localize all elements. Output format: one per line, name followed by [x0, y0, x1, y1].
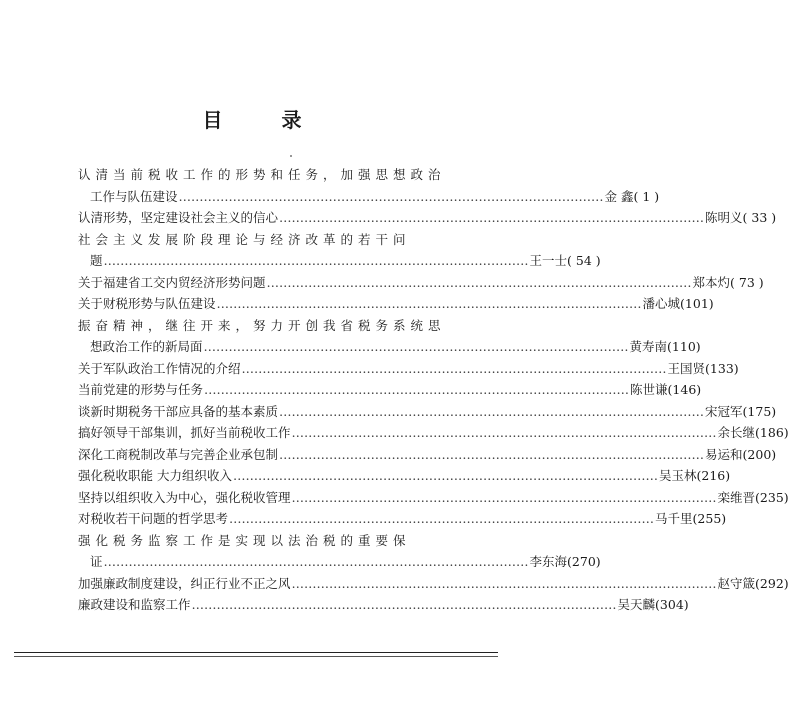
entry-title: 工作与队伍建设: [90, 188, 178, 204]
dot-leader: …………………………………………………………………………………………: [204, 382, 630, 397]
toc-line: [78, 229, 434, 251]
entry-title: 认清当前税收工作的形势和任务，加强思想政治: [78, 167, 446, 182]
entry-title: 证: [90, 554, 103, 569]
dot-leader: …………………………………………………………………………………………: [232, 468, 658, 483]
entry-page-number: (255): [692, 511, 727, 526]
entry-author: 王一士: [529, 253, 568, 268]
entry-title: 深化工商税制改革与完善企业承包制: [78, 446, 279, 462]
dot-leader: …………………………………………………………………………………………: [103, 253, 529, 268]
entry-title: 对税收若干问题的哲学思考: [78, 511, 229, 526]
entry-title: 关于财税形势与队伍建设: [78, 296, 216, 311]
entry-page-number: ( 33 ): [742, 210, 777, 225]
toc-line: [78, 487, 789, 509]
dot-leader: …………………………………………………………………………………………: [279, 210, 705, 225]
toc-line: [78, 315, 446, 337]
speck: [290, 155, 292, 157]
toc-line: [78, 530, 434, 552]
entry-author: 李东海: [529, 554, 568, 569]
entry-page-number: (175): [742, 403, 777, 419]
entry-title: 社会主义发展阶段理论与经济改革的若干问: [78, 231, 411, 247]
toc-line: [78, 336, 701, 358]
entry-title: 谈新时期税务干部应具备的基本素质: [78, 403, 279, 419]
dot-leader: …………………………………………………………………………………………: [203, 339, 629, 354]
dot-leader: …………………………………………………………………………………………: [103, 554, 529, 569]
entry-title: 关于军队政治工作情况的介绍: [78, 360, 241, 376]
toc-line: [78, 293, 714, 315]
entry-title: 想政治工作的新局面: [90, 339, 203, 354]
entry-title: 题: [90, 253, 103, 268]
entry-title: 加强廉政制度建设，纠正行业不正之风: [78, 575, 291, 591]
toc-line: [78, 207, 777, 229]
toc-line: [78, 250, 601, 272]
entry-author: 栾维晋: [717, 489, 756, 505]
entry-author: 赵守箴: [717, 575, 756, 591]
dot-leader: …………………………………………………………………………………………: [216, 296, 642, 311]
entry-title: 搞好领导干部集训，抓好当前税收工作: [78, 425, 291, 440]
entry-title: 认清形势，坚定建设社会主义的信心: [78, 210, 279, 225]
entry-title: 关于福建省工交内贸经济形势问题: [78, 274, 266, 290]
bottom-rule-thin: [14, 656, 498, 657]
entry-author: 马千里: [655, 511, 693, 526]
entry-page-number: (200): [742, 446, 777, 462]
entry-page-number: (101): [680, 296, 714, 311]
entry-author: 金 鑫: [604, 188, 634, 204]
dot-leader: …………………………………………………………………………………………: [291, 425, 717, 440]
table-of-contents: [78, 164, 789, 616]
entry-page-number: ( 54 ): [567, 253, 601, 268]
dot-leader: …………………………………………………………………………………………: [279, 446, 705, 462]
toc-line: [78, 508, 727, 530]
dot-leader: …………………………………………………………………………………………: [291, 489, 717, 505]
entry-title: 当前党建的形势与任务: [78, 382, 204, 397]
entry-page-number: (186): [755, 425, 789, 440]
dot-leader: …………………………………………………………………………………………: [291, 575, 717, 591]
dot-leader: …………………………………………………………………………………………: [279, 403, 705, 419]
entry-author: 易运和: [705, 446, 743, 462]
dot-leader: …………………………………………………………………………………………: [191, 597, 617, 612]
dot-leader: …………………………………………………………………………………………: [266, 274, 692, 290]
entry-page-number: (270): [567, 554, 601, 569]
entry-page-number: (216): [696, 468, 731, 483]
entry-page-number: (292): [755, 575, 789, 591]
toc-line: [78, 186, 660, 208]
toc-line: [78, 422, 789, 444]
entry-author: 吴天麟: [617, 597, 656, 612]
entry-page-number: (235): [755, 489, 789, 505]
entry-page-number: ( 1 ): [633, 188, 660, 204]
toc-line: [78, 401, 777, 423]
entry-author: 潘心城: [642, 296, 681, 311]
toc-line: [78, 272, 764, 294]
entry-title: 坚持以组织收入为中心，强化税收管理: [78, 489, 291, 505]
entry-author: 陈世谦: [630, 382, 668, 397]
entry-author: 余长继: [717, 425, 756, 440]
entry-title: 廉政建设和监察工作: [78, 597, 191, 612]
toc-line: [78, 465, 731, 487]
entry-author: 王国贤: [667, 360, 706, 376]
entry-page-number: (133): [705, 360, 739, 376]
toc-line: [78, 164, 446, 186]
bottom-rule: [14, 652, 498, 653]
toc-line: [78, 551, 601, 573]
toc-line: [78, 594, 689, 616]
dot-leader: …………………………………………………………………………………………: [241, 360, 667, 376]
entry-page-number: (304): [655, 597, 689, 612]
entry-title: 振奋精神，继往开来，努力开创我省税务系统思: [78, 317, 446, 333]
entry-author: 郑本灼: [692, 274, 731, 290]
entry-author: 黄寿南: [629, 339, 668, 354]
page-title: 目 录: [202, 108, 328, 132]
entry-author: 吴玉林: [658, 468, 697, 483]
toc-line: [78, 379, 702, 401]
entry-title: 强化税务监察工作是实现以法治税的重要保: [78, 532, 411, 548]
dot-leader: …………………………………………………………………………………………: [229, 511, 655, 526]
toc-line: [78, 444, 777, 466]
entry-author: 陈明义: [705, 210, 743, 225]
entry-author: 宋冠军: [705, 403, 743, 419]
dot-leader: …………………………………………………………………………………………: [178, 188, 604, 204]
entry-page-number: ( 73 ): [730, 274, 764, 290]
entry-page-number: (146): [667, 382, 702, 397]
entry-title: 强化税收职能 大力组织收入: [78, 468, 232, 483]
toc-line: [78, 358, 739, 380]
entry-page-number: (110): [667, 339, 701, 354]
toc-line: [78, 573, 789, 595]
